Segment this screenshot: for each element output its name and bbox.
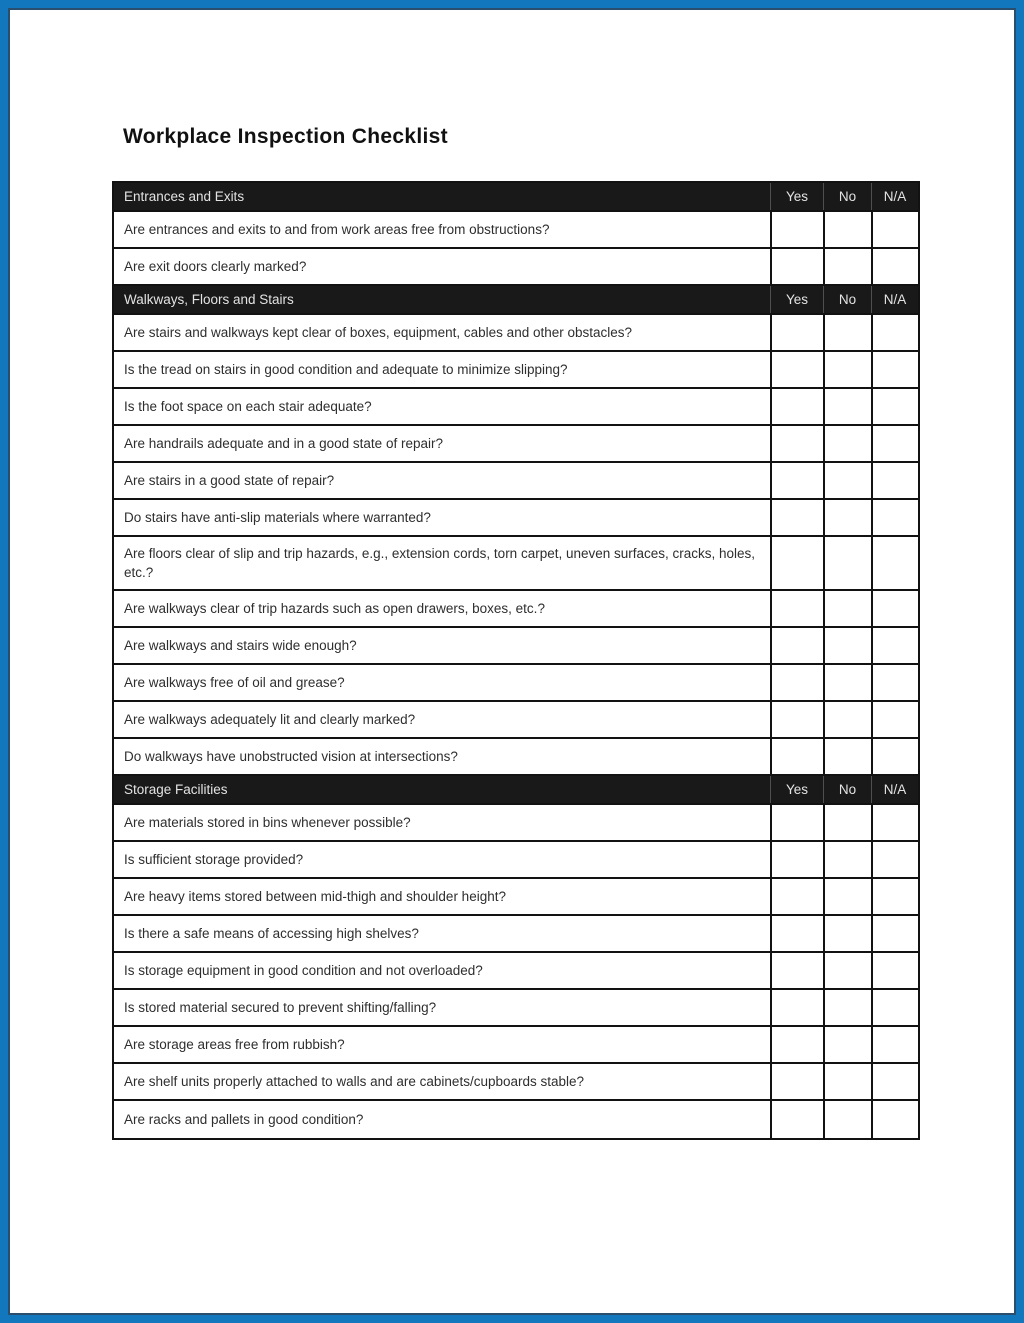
checklist-row xyxy=(114,702,918,739)
checklist-row xyxy=(114,352,918,389)
answer-cell-no[interactable] xyxy=(823,591,871,626)
section-header-row xyxy=(114,286,918,315)
answer-cell-yes[interactable] xyxy=(770,739,823,774)
question-text: Do walkways have unobstructed vision at intersections? xyxy=(124,749,458,764)
answer-cell-yes[interactable] xyxy=(770,212,823,247)
answer-cell-na[interactable] xyxy=(871,426,918,461)
question-text: Are materials stored in bins whenever possible? xyxy=(124,815,411,830)
question-text: Is the foot space on each stair adequate? xyxy=(124,399,372,414)
answer-cell-yes[interactable] xyxy=(770,842,823,877)
question-text: Is the tread on stairs in good condition and adequate to minimize slipping? xyxy=(124,362,568,377)
answer-cell-no[interactable] xyxy=(823,953,871,988)
answer-cell-yes[interactable] xyxy=(770,1027,823,1062)
answer-cell-yes[interactable] xyxy=(770,389,823,424)
checklist-row xyxy=(114,591,918,628)
answer-cell-no[interactable] xyxy=(823,702,871,737)
column-header-no: No xyxy=(823,286,871,313)
answer-cell-yes[interactable] xyxy=(770,500,823,535)
answer-cell-no[interactable] xyxy=(823,665,871,700)
answer-cell-no[interactable] xyxy=(823,1027,871,1062)
answer-cell-no[interactable] xyxy=(823,990,871,1025)
checklist-row xyxy=(114,1064,918,1101)
answer-cell-yes[interactable] xyxy=(770,805,823,840)
answer-cell-yes[interactable] xyxy=(770,591,823,626)
answer-cell-na[interactable] xyxy=(871,665,918,700)
question-text: Are floors clear of slip and trip hazards, e.g., extension cords, torn carpet, uneven surfaces, cracks, holes, etc.? xyxy=(124,546,756,580)
answer-cell-no[interactable] xyxy=(823,842,871,877)
checklist-row xyxy=(114,953,918,990)
checklist-row xyxy=(114,315,918,352)
answer-cell-yes[interactable] xyxy=(770,537,823,589)
question-text: Are handrails adequate and in a good state of repair? xyxy=(124,436,443,451)
column-header-no: No xyxy=(823,183,871,210)
answer-cell-yes[interactable] xyxy=(770,1064,823,1099)
checklist-row xyxy=(114,990,918,1027)
answer-cell-na[interactable] xyxy=(871,537,918,589)
answer-cell-no[interactable] xyxy=(823,1064,871,1099)
question-text: Are stairs and walkways kept clear of boxes, equipment, cables and other obstacles? xyxy=(124,325,633,340)
answer-cell-no[interactable] xyxy=(823,500,871,535)
answer-cell-na[interactable] xyxy=(871,212,918,247)
checklist-row xyxy=(114,463,918,500)
column-header-na: N/A xyxy=(871,776,918,803)
answer-cell-no[interactable] xyxy=(823,537,871,589)
question-text: Are walkways clear of trip hazards such as open drawers, boxes, etc.? xyxy=(124,601,545,616)
answer-cell-yes[interactable] xyxy=(770,315,823,350)
checklist-row xyxy=(114,389,918,426)
answer-cell-yes[interactable] xyxy=(770,953,823,988)
question-text: Are stairs in a good state of repair? xyxy=(124,473,335,488)
answer-cell-no[interactable] xyxy=(823,315,871,350)
question-text: Is stored material secured to prevent shifting/falling? xyxy=(124,1000,437,1015)
answer-cell-na[interactable] xyxy=(871,702,918,737)
section-header-row xyxy=(114,183,918,212)
checklist-row xyxy=(114,212,918,249)
checklist-row xyxy=(114,665,918,702)
answer-cell-na[interactable] xyxy=(871,953,918,988)
answer-cell-na[interactable] xyxy=(871,389,918,424)
answer-cell-yes[interactable] xyxy=(770,1101,823,1138)
answer-cell-na[interactable] xyxy=(871,315,918,350)
answer-cell-yes[interactable] xyxy=(770,916,823,951)
answer-cell-no[interactable] xyxy=(823,628,871,663)
question-text: Are exit doors clearly marked? xyxy=(124,259,307,274)
answer-cell-no[interactable] xyxy=(823,352,871,387)
question-text: Are racks and pallets in good condition? xyxy=(124,1112,364,1127)
column-header-yes: Yes xyxy=(770,286,823,313)
answer-cell-na[interactable] xyxy=(871,1064,918,1099)
checklist-row xyxy=(114,1027,918,1064)
column-header-na: N/A xyxy=(871,286,918,313)
question-text: Is storage equipment in good condition and not overloaded? xyxy=(124,963,483,978)
section-title: Entrances and Exits xyxy=(124,189,245,204)
answer-cell-no[interactable] xyxy=(823,212,871,247)
checklist-row xyxy=(114,842,918,879)
checklist-row xyxy=(114,916,918,953)
question-text: Do stairs have anti-slip materials where warranted? xyxy=(124,510,431,525)
answer-cell-no[interactable] xyxy=(823,249,871,284)
answer-cell-yes[interactable] xyxy=(770,249,823,284)
answer-cell-yes[interactable] xyxy=(770,879,823,914)
answer-cell-yes[interactable] xyxy=(770,990,823,1025)
answer-cell-na[interactable] xyxy=(871,739,918,774)
checklist-row xyxy=(114,628,918,665)
column-header-yes: Yes xyxy=(770,776,823,803)
checklist-row xyxy=(114,249,918,286)
answer-cell-no[interactable] xyxy=(823,426,871,461)
answer-cell-na[interactable] xyxy=(871,805,918,840)
answer-cell-yes[interactable] xyxy=(770,628,823,663)
answer-cell-na[interactable] xyxy=(871,916,918,951)
checklist-row xyxy=(114,739,918,776)
answer-cell-na[interactable] xyxy=(871,352,918,387)
checklist-row xyxy=(114,879,918,916)
checklist-row xyxy=(114,805,918,842)
answer-cell-no[interactable] xyxy=(823,463,871,498)
answer-cell-na[interactable] xyxy=(871,1027,918,1062)
question-text: Are storage areas free from rubbish? xyxy=(124,1037,345,1052)
section-header-row xyxy=(114,776,918,805)
answer-cell-no[interactable] xyxy=(823,389,871,424)
section-title: Walkways, Floors and Stairs xyxy=(124,292,294,307)
question-text: Are walkways and stairs wide enough? xyxy=(124,638,357,653)
answer-cell-yes[interactable] xyxy=(770,426,823,461)
answer-cell-na[interactable] xyxy=(871,249,918,284)
answer-cell-no[interactable] xyxy=(823,879,871,914)
answer-cell-na[interactable] xyxy=(871,842,918,877)
checklist-row xyxy=(114,426,918,463)
column-header-yes: Yes xyxy=(770,183,823,210)
answer-cell-no[interactable] xyxy=(823,739,871,774)
answer-cell-no[interactable] xyxy=(823,805,871,840)
answer-cell-na[interactable] xyxy=(871,500,918,535)
answer-cell-no[interactable] xyxy=(823,1101,871,1138)
checklist-table xyxy=(112,181,920,1140)
answer-cell-yes[interactable] xyxy=(770,665,823,700)
answer-cell-yes[interactable] xyxy=(770,352,823,387)
checklist-row xyxy=(114,537,918,591)
answer-cell-yes[interactable] xyxy=(770,463,823,498)
page-title: Workplace Inspection Checklist xyxy=(123,125,448,148)
question-text: Are walkways adequately lit and clearly marked? xyxy=(124,712,416,727)
question-text: Is there a safe means of accessing high shelves? xyxy=(124,926,419,941)
checklist-row xyxy=(114,1101,918,1138)
answer-cell-na[interactable] xyxy=(871,879,918,914)
question-text: Are walkways free of oil and grease? xyxy=(124,675,345,690)
question-text: Are heavy items stored between mid-thigh and shoulder height? xyxy=(124,889,506,904)
question-text: Are shelf units properly attached to walls and are cabinets/cupboards stable? xyxy=(124,1074,585,1089)
question-text: Are entrances and exits to and from work areas free from obstructions? xyxy=(124,222,550,237)
section-title: Storage Facilities xyxy=(124,782,228,797)
answer-cell-na[interactable] xyxy=(871,591,918,626)
column-header-na: N/A xyxy=(871,183,918,210)
answer-cell-na[interactable] xyxy=(871,628,918,663)
answer-cell-na[interactable] xyxy=(871,1101,918,1138)
column-header-no: No xyxy=(823,776,871,803)
answer-cell-yes[interactable] xyxy=(770,702,823,737)
checklist-row xyxy=(114,500,918,537)
document-page xyxy=(8,8,1016,1315)
question-text: Is sufficient storage provided? xyxy=(124,852,304,867)
answer-cell-no[interactable] xyxy=(823,916,871,951)
answer-cell-na[interactable] xyxy=(871,463,918,498)
answer-cell-na[interactable] xyxy=(871,990,918,1025)
